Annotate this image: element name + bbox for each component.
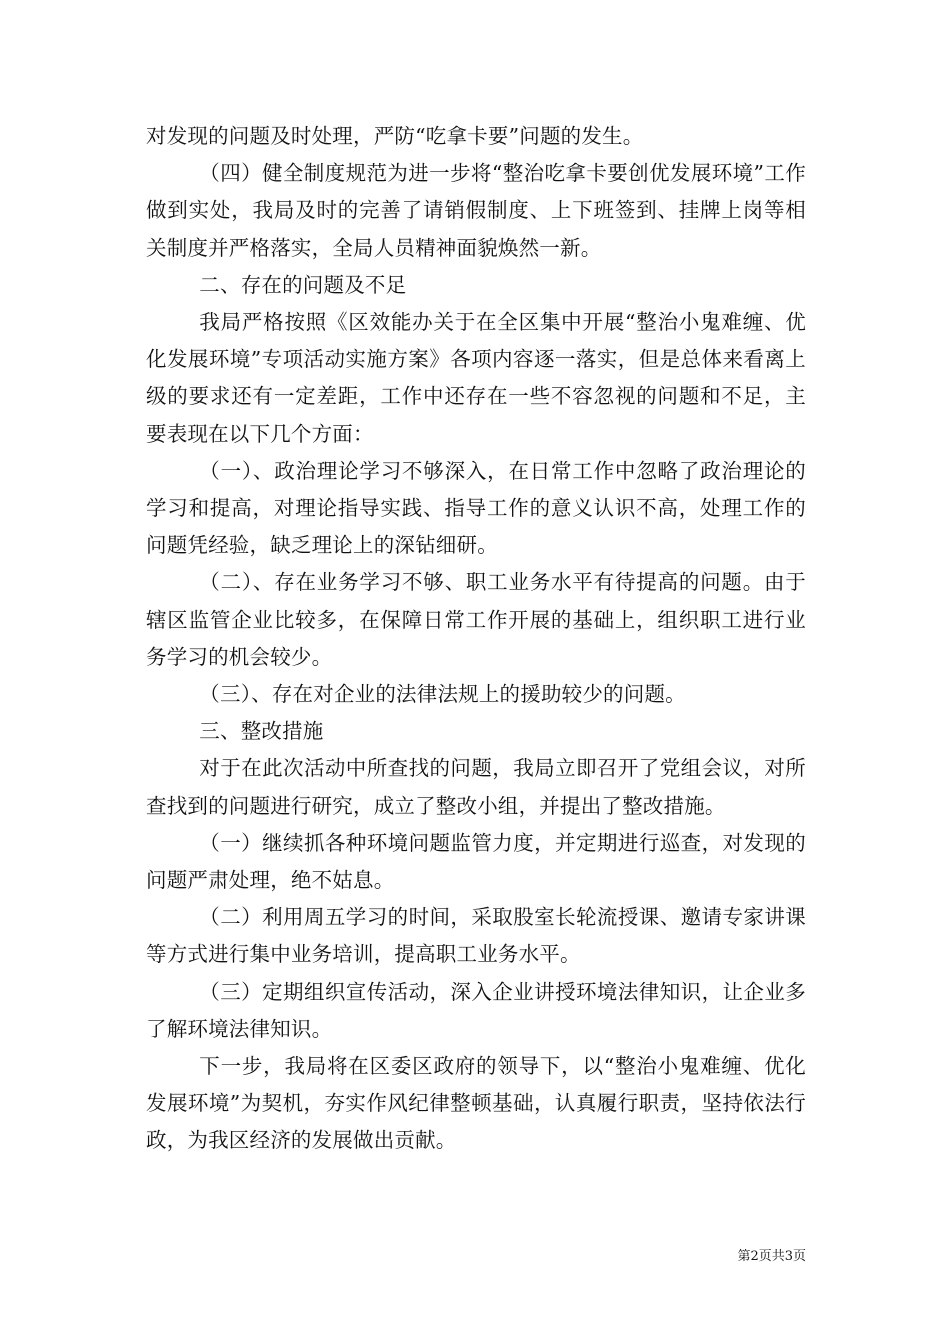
paragraph-problems-intro: 我局严格按照《区效能办关于在全区集中开展“整治小鬼难缠、优化发展环境”专项活动实施方案》各项内容逐一落实，但是总体来看离上级的要求还有一定差距，工作中还存在一些不容忽视的问题和不足，主要表现在以下几个方面： [146,310,806,446]
paragraph-problem-3: （三）、存在对企业的法律法规上的援助较少的问题。 [199,682,686,707]
paragraph-next-steps: 下一步，我局将在区委区政府的领导下，以“整治小鬼难缠、优化发展环境”为契机，夯实作风纪律整顿基础，认真履行职责，坚持依法行政，为我区经济的发展做出贡献。 [146,1054,806,1153]
paragraph-problem-2: （二）、存在业务学习不够、职工业务水平有待提高的问题。由于辖区监管企业比较多，在保障日常工作开展的基础上，组织职工进行业务学习的机会较少。 [146,570,806,669]
paragraph-measure-2: （二）利用周五学习的时间，采取股室长轮流授课、邀请专家讲课等方式进行集中业务培训，提高职工业务水平。 [146,905,806,967]
paragraph-section-4: （四）健全制度规范为进一步将“整治吃拿卡要创优发展环境”工作做到实处，我局及时的完善了请销假制度、上下班签到、挂牌上岗等相关制度并严格落实，全局人员精神面貌焕然一新。 [146,161,806,260]
heading-measures: 三、整改措施 [199,719,324,744]
page-number: 第2页共3页 [737,1249,806,1264]
paragraph-problem-1: （一）、政治理论学习不够深入，在日常工作中忽略了政治理论的学习和提高，对理论指导实践、指导工作的意义认识不高，处理工作的问题凭经验，缺乏理论上的深钻细研。 [146,458,806,558]
paragraph-continuation: 对发现的问题及时处理，严防“吃拿卡要”问题的发生。 [146,124,644,148]
document-body [146,118,806,1160]
paragraph-measure-3: （三）定期组织宣传活动，深入企业讲授环境法律知识，让企业多了解环境法律知识。 [146,979,806,1041]
paragraph-measure-1: （一）继续抓各种环境问题监管力度，并定期进行巡查，对发现的问题严肃处理，绝不姑息。 [146,830,806,893]
heading-problems: 二、存在的问题及不足 [199,272,407,297]
paragraph-measures-intro: 对于在此次活动中所查找的问题，我局立即召开了党组会议，对所查找到的问题进行研究，成立了整改小组，并提出了整改措施。 [146,756,806,818]
